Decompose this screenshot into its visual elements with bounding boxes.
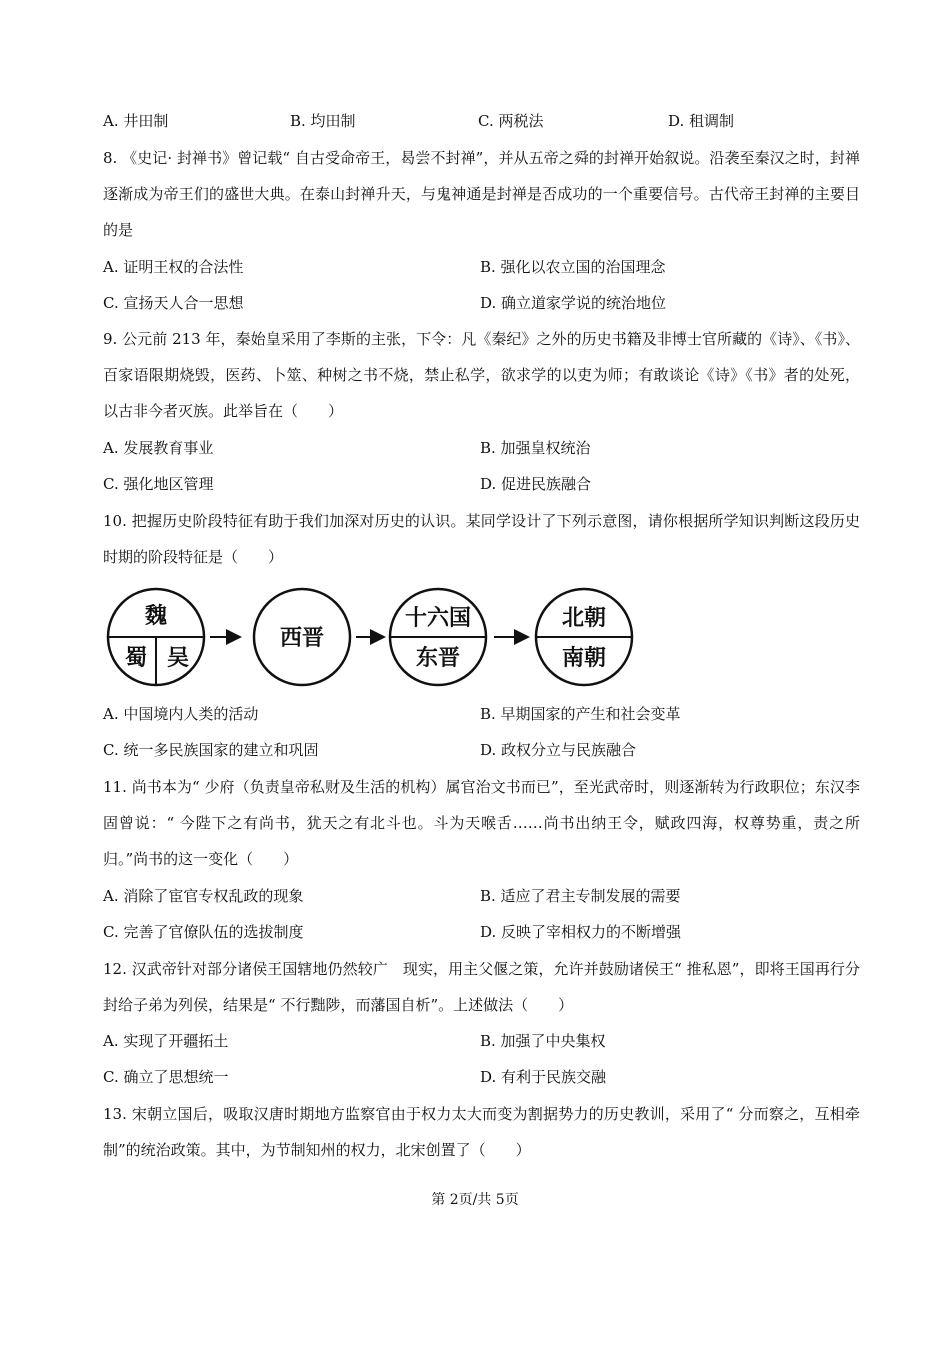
label-wei: 魏 — [144, 603, 168, 629]
q9-option-c: C. 强化地区管理 — [103, 475, 214, 493]
q7-option-d: D. 租调制 — [668, 112, 735, 130]
q10-option-b: B. 早期国家的产生和社会变革 — [480, 705, 681, 723]
q10-stem: 10. 把握历史阶段特征有助于我们加深对历史的认识。某同学设计了下列示意图，请你根据所学知识判断这段历史时期的阶段特征是（ ） — [103, 512, 860, 566]
q9-option-a: A. 发展教育事业 — [103, 439, 214, 457]
circle-three-kingdoms — [108, 589, 204, 685]
dynasty-diagram — [100, 585, 640, 691]
q8-stem: 8. 《史记· 封禅书》曾记载“ 自古受命帝王，曷尝不封禅”，并从五帝之舜的封禅开始叙说。沿袭至秦汉之时，封禅逐渐成为帝王们的盛世大典。在泰山封禅升天，与鬼神通是封禅是否成功的一个重要信号。古代帝王封禅的主要目的是 — [103, 149, 860, 239]
q10-option-d: D. 政权分立与民族融合 — [480, 741, 637, 759]
q10-option-a: A. 中国境内人类的活动 — [103, 705, 259, 723]
circle-sixteen-kingdoms — [390, 589, 486, 685]
q11-option-a: A. 消除了宦官专权乱政的现象 — [103, 887, 304, 905]
q11-option-b: B. 适应了君主专制发展的需要 — [480, 887, 681, 905]
q12-option-c: C. 确立了思想统一 — [103, 1068, 229, 1086]
q8-option-c: C. 宣扬天人合一思想 — [103, 294, 244, 312]
circle-north-south-dynasties — [536, 589, 632, 685]
q12-option-a: A. 实现了开疆拓土 — [103, 1032, 229, 1050]
q13-stem: 13. 宋朝立国后，吸取汉唐时期地方监察官由于权力太大而变为割据势力的历史教训，采用了“ 分而察之，互相牵制”的统治政策。其中，为节制知州的权力，北宋创置了（ ） — [103, 1105, 860, 1159]
label-nanchao: 南朝 — [561, 645, 607, 671]
q9-option-d: D. 促进民族融合 — [480, 475, 592, 493]
q8-option-b: B. 强化以农立国的治国理念 — [480, 258, 666, 276]
q11-option-c: C. 完善了官僚队伍的选拔制度 — [103, 923, 304, 941]
label-dongjin: 东晋 — [415, 645, 461, 671]
label-beichao: 北朝 — [561, 605, 607, 631]
q9-stem: 9. 公元前 213 年，秦始皇采用了李斯的主张，下令：凡《秦纪》之外的历史书籍及非博士官所藏的《诗》、《书》、百家语限期烧毁，医药、卜筮、种树之书不烧，禁止私学，欲求学的以吏为师；有敢谈论《诗》《书》者的处死，以古非今者灭族。此举旨在（ ） — [103, 330, 860, 420]
label-shu: 蜀 — [124, 645, 148, 671]
q8-option-d: D. 确立道家学说的统治地位 — [480, 294, 667, 312]
q10-option-c: C. 统一多民族国家的建立和巩固 — [103, 741, 319, 759]
label-xijin: 西晋 — [279, 625, 325, 651]
label-shiliuguo: 十六国 — [404, 605, 472, 631]
page-footer: 第 2页/共 5页 — [431, 1192, 519, 1208]
q7-option-c: C. 两税法 — [478, 112, 544, 130]
q11-stem: 11. 尚书本为“ 少府（负责皇帝私财及生活的机构）属官治文书而已”，至光武帝时，则逐渐转为行政职位；东汉李固曾说：“ 今陛下之有尚书，犹天之有北斗也。斗为天喉舌……尚书出纳王令，赋政四海，权尊势重，责之所归。”尚书的这一变化（ ） — [103, 778, 860, 868]
q7-option-b: B. 均田制 — [290, 112, 356, 130]
q11-option-d: D. 反映了宰相权力的不断增强 — [480, 923, 682, 941]
q7-option-a: A. 井田制 — [103, 112, 169, 130]
label-wu: 吴 — [166, 645, 190, 671]
circle-western-jin — [254, 589, 350, 685]
q8-option-a: A. 证明王权的合法性 — [103, 258, 244, 276]
q12-option-d: D. 有利于民族交融 — [480, 1068, 607, 1086]
q12-option-b: B. 加强了中央集权 — [480, 1032, 606, 1050]
q12-stem: 12. 汉武帝针对部分诸侯王国辖地仍然较广 现实，用主父偃之策，允许并鼓励诸侯王“ 推私恩”，即将王国再行分封给子弟为列侯，结果是“ 不行黜陟，而藩国自析”。上述做法（ ） — [103, 960, 860, 1014]
q9-option-b: B. 加强皇权统治 — [480, 439, 591, 457]
